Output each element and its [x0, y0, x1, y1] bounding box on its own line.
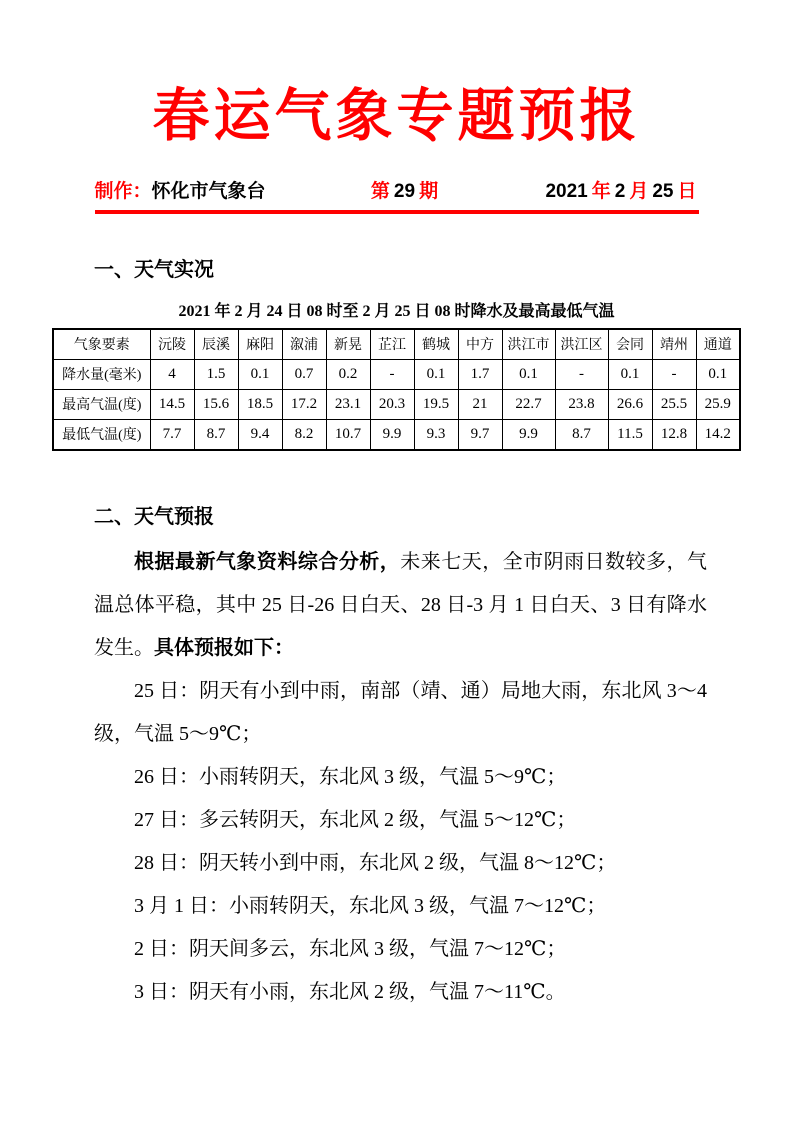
table-cell: 4 [150, 359, 194, 389]
table-cell: 0.1 [414, 359, 458, 389]
meta-row [95, 176, 699, 203]
issue-suffix: 期 [419, 180, 439, 202]
section1-heading: 一、天气实况 [94, 258, 214, 281]
table-header-cell: 洪江市 [502, 329, 555, 360]
table-cell: - [555, 359, 608, 389]
table-cell: 23.1 [326, 389, 370, 419]
forecast-intro [94, 541, 707, 670]
table-cell: 23.8 [555, 389, 608, 419]
table-cell: 12.8 [652, 419, 696, 450]
table-cell: 25.5 [652, 389, 696, 419]
table-header-cell: 麻阳 [238, 329, 282, 360]
issue-value: 29 [393, 180, 416, 202]
producer [95, 176, 266, 203]
table-cell: 9.7 [458, 419, 502, 450]
table-header-cell: 溆浦 [282, 329, 326, 360]
table-cell: 21 [458, 389, 502, 419]
table-cell: 8.2 [282, 419, 326, 450]
table-cell: - [370, 359, 414, 389]
table-cell: 10.7 [326, 419, 370, 450]
issue-prefix: 第 [370, 180, 390, 202]
forecast-item-mar3: 3 日：阴天有小雨，东北风 2 级，气温 7～11℃。 [134, 980, 566, 1003]
table-header-cell: 通道 [696, 329, 740, 360]
document-title: 春运气象专题预报 [152, 85, 641, 148]
table-caption: 2021 年 2 月 24 日 08 时至 2 月 25 日 08 时降水及最高最低气温 [178, 302, 615, 320]
table-cell: 11.5 [608, 419, 652, 450]
table-cell: 9.9 [370, 419, 414, 450]
forecast-item-mar1: 3 月 1 日：小雨转阴天，东北风 3 级，气温 7～12℃； [134, 894, 607, 917]
date-day-label: 日 [677, 180, 697, 202]
table-header-cell: 芷江 [370, 329, 414, 360]
date-day: 25 [652, 180, 674, 202]
table-cell: 0.2 [326, 359, 370, 389]
table-row-precipitation [53, 359, 740, 389]
table-row-max-temp [53, 389, 740, 419]
table-cell: 1.7 [458, 359, 502, 389]
table-cell: 15.6 [194, 389, 238, 419]
table-header-row [53, 329, 740, 360]
intro-tail: 具体预报如下： [154, 636, 294, 659]
table-cell: 14.5 [150, 389, 194, 419]
table-cell: 0.1 [608, 359, 652, 389]
issue-number [369, 176, 440, 203]
table-cell: 8.7 [194, 419, 238, 450]
table-cell: 0.1 [502, 359, 555, 389]
date-year: 2021 [545, 180, 588, 202]
section2-heading: 二、天气预报 [94, 505, 214, 528]
producer-label: 制作： [94, 180, 152, 202]
intro-lead: 根据最新气象资料综合分析， [134, 550, 401, 573]
date-month-label: 月 [629, 180, 649, 202]
table-cell: 19.5 [414, 389, 458, 419]
forecast-item-day28: 28 日：阴天转小到中雨，东北风 2 级，气温 8～12℃； [134, 851, 617, 874]
table-row-min-temp [53, 419, 740, 450]
table-cell: 20.3 [370, 389, 414, 419]
table-header-cell: 会同 [608, 329, 652, 360]
table-cell: 17.2 [282, 389, 326, 419]
table-cell: - [652, 359, 696, 389]
table-cell: 0.7 [282, 359, 326, 389]
forecast-body [94, 541, 707, 1014]
table-cell: 0.1 [238, 359, 282, 389]
table-header-cell: 气象要素 [53, 329, 150, 360]
forecast-item-mar2: 2 日：阴天间多云，东北风 3 级，气温 7～12℃； [134, 937, 567, 960]
table-cell: 25.9 [696, 389, 740, 419]
table-cell: 0.1 [696, 359, 740, 389]
table-header-cell: 辰溪 [194, 329, 238, 360]
table-header-cell: 新晃 [326, 329, 370, 360]
table-header-cell: 中方 [458, 329, 502, 360]
table-cell: 18.5 [238, 389, 282, 419]
table-cell: 9.4 [238, 419, 282, 450]
date-year-label: 年 [591, 180, 611, 202]
table-cell: 26.6 [608, 389, 652, 419]
table-cell: 22.7 [502, 389, 555, 419]
intro-body: 未来七天，全市阴雨日数较多，气温总体平稳，其中 25 日-26 日白天、28 日-3 月 1 日白天、3 日有降水发生。 [94, 550, 708, 659]
table-header-cell: 洪江区 [555, 329, 608, 360]
table-cell: 1.5 [194, 359, 238, 389]
forecast-item-day26: 26 日：小雨转阴天，东北风 3 级，气温 5～9℃； [134, 765, 567, 788]
red-divider [95, 210, 699, 214]
date-month: 2 [614, 180, 626, 202]
row-label: 最高气温(度) [53, 389, 150, 419]
table-cell: 9.9 [502, 419, 555, 450]
table-header-cell: 鹤城 [414, 329, 458, 360]
row-label: 最低气温(度) [53, 419, 150, 450]
weather-table [52, 328, 741, 451]
table-cell: 14.2 [696, 419, 740, 450]
producer-name: 怀化市气象台 [151, 180, 266, 202]
table-cell: 8.7 [555, 419, 608, 450]
table-header-cell: 沅陵 [150, 329, 194, 360]
table-cell: 9.3 [414, 419, 458, 450]
forecast-item-day25: 25 日：阴天有小到中雨，南部（靖、通）局地大雨，东北风 3～4 级，气温 5～9℃； [94, 679, 707, 745]
table-cell: 7.7 [150, 419, 194, 450]
forecast-item-day27: 27 日：多云转阴天，东北风 2 级，气温 5～12℃； [134, 808, 577, 831]
table-header-cell: 靖州 [652, 329, 696, 360]
issue-date [543, 176, 698, 203]
row-label: 降水量(毫米) [53, 359, 150, 389]
